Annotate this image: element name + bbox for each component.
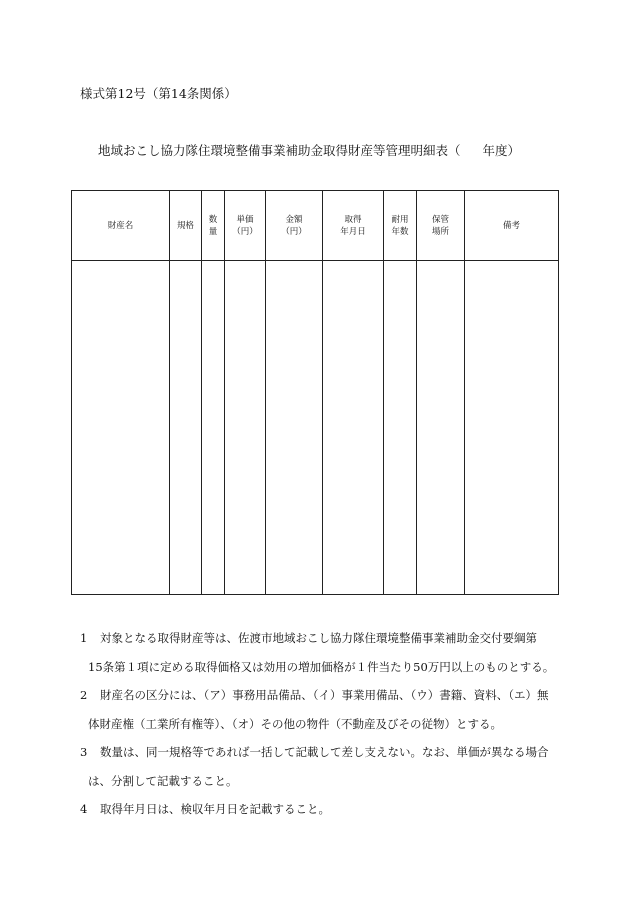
header-storage-location: 保管 場所 <box>417 191 465 261</box>
cell-property-name <box>72 261 170 595</box>
note-number: 1 <box>80 631 88 645</box>
table-row <box>72 261 559 595</box>
note-text: 財産名の区分には、（ア）事務用品備品、（イ）事業用備品、（ウ）書籍、資料、（エ）無 体財産権（工業所有権等）、（オ）その他の物件（不動産及びその従物）とする。 <box>88 688 549 731</box>
note-item <box>80 624 560 681</box>
header-specification: 規格 <box>170 191 202 261</box>
header-property-name: 財産名 <box>72 191 170 261</box>
cell-storage-location <box>417 261 465 595</box>
header-remarks: 備考 <box>465 191 559 261</box>
property-ledger-table <box>71 190 559 595</box>
cell-amount <box>266 261 323 595</box>
cell-acquisition-date <box>323 261 384 595</box>
header-useful-life: 耐用 年数 <box>384 191 417 261</box>
table-header-row <box>72 191 559 261</box>
note-number: 4 <box>80 802 88 816</box>
note-text: 取得年月日は、検収年月日を記載すること。 <box>100 802 330 816</box>
note-text: 数量は、同一規格等であれば一括して記載して差し支えない。なお、単価が異なる場合 は、分割して記載すること。 <box>88 745 549 788</box>
header-acquisition-date: 取得 年月日 <box>323 191 384 261</box>
note-item <box>80 681 560 738</box>
header-amount: 金額 （円） <box>266 191 323 261</box>
cell-quantity <box>202 261 225 595</box>
note-text: 対象となる取得財産等は、佐渡市地域おこし協力隊住環境整備事業補助金交付要綱第 15条第１項に定める取得価格又は効用の増加価格が１件当たり50万円以上のものとする。 <box>88 631 555 674</box>
cell-unit-price <box>225 261 266 595</box>
note-item <box>80 738 560 795</box>
notes-section <box>80 624 560 824</box>
document-title-suffix: 年度） <box>482 143 521 158</box>
header-quantity: 数 量 <box>202 191 225 261</box>
document-title <box>98 141 520 159</box>
cell-useful-life <box>384 261 417 595</box>
note-item <box>80 795 560 824</box>
form-number: 様式第12号（第14条関係） <box>80 86 237 101</box>
header-unit-price: 単価 （円） <box>225 191 266 261</box>
cell-remarks <box>465 261 559 595</box>
document-title-main: 地域おこし協力隊住環境整備事業補助金取得財産等管理明細表（ <box>98 143 461 158</box>
note-number: 2 <box>80 688 88 702</box>
cell-specification <box>170 261 202 595</box>
note-number: 3 <box>80 745 88 759</box>
